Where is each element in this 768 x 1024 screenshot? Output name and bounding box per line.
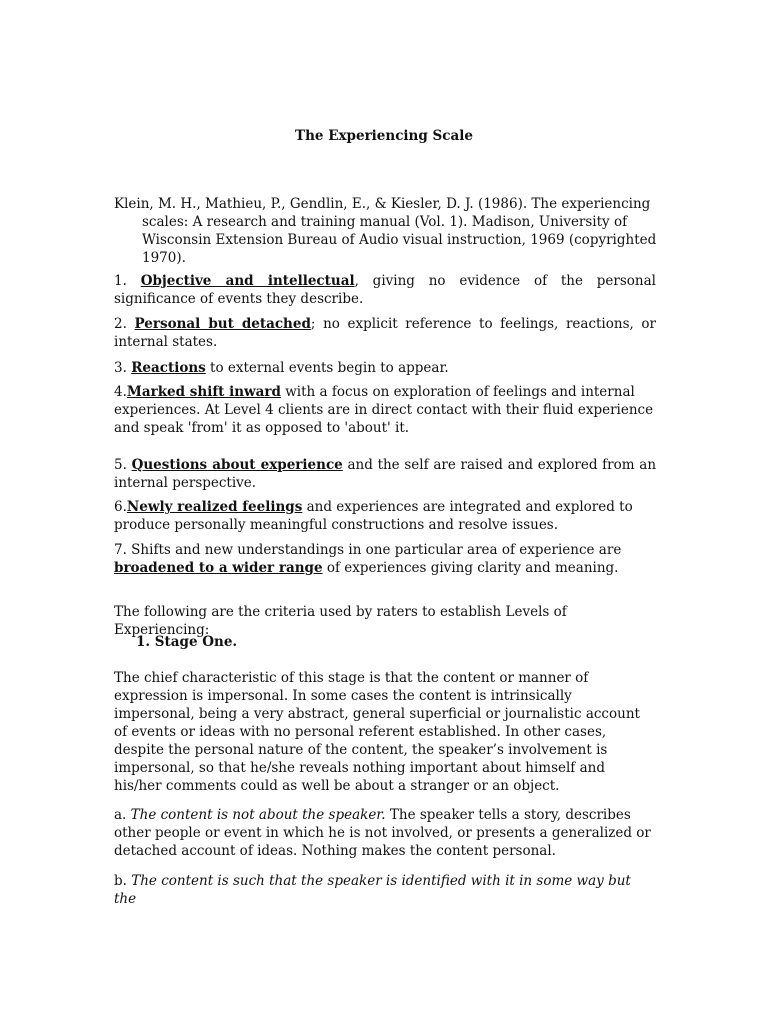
criterion-label: b. [114, 873, 132, 889]
level-term: Personal but detached [134, 316, 311, 332]
criterion-text: The speaker tells a story, describes other people or event in which he is not involved, or presents a generalized or detached account of ideas. Nothing makes the content personal. [114, 807, 651, 859]
criterion-label: a. [114, 807, 131, 823]
level-term: Objective and intellectual [140, 273, 355, 289]
level-4 [114, 383, 656, 437]
level-number: 4. [114, 384, 127, 400]
level-term: Questions about experience [131, 457, 343, 473]
document-title: The Experiencing Scale [295, 128, 473, 144]
criteria-intro: The following are the criteria used by raters to establish Levels of Experiencing: [114, 604, 567, 638]
criterion-a [114, 806, 656, 860]
level-description: of experiences giving clarity and meaning. [322, 560, 619, 576]
level-term: broadened to a wider range [114, 560, 323, 576]
level-5 [114, 456, 656, 492]
citation: Klein, M. H., Mathieu, P., Gendlin, E., & Kiesler, D. J. (1986). The experiencing scales: A research and training manual (Vol. 1). Madison, University of Wisconsin Extension Bureau of Audio visual instruction, 1969 (copyrighted 1970). [114, 196, 657, 266]
level-number: 5. [114, 457, 127, 473]
criterion-italic: The content is such that the speaker is identified with it in some way but the [114, 873, 631, 907]
level-description-pre: Shifts and new understandings in one particular area of experience are [126, 542, 622, 558]
level-2 [114, 315, 656, 351]
level-description: to external events begin to appear. [205, 360, 449, 376]
level-description: and the self are raised and explored from an internal perspective. [114, 457, 657, 491]
level-1 [114, 272, 656, 308]
level-7 [114, 541, 656, 577]
level-description: with a focus on exploration of feelings and internal experiences. At Level 4 clients are in direct contact with their fluid experience and speak 'from' it as opposed to 'about' it. [114, 384, 654, 436]
level-description: , giving no evidence of the personal significance of events they describe. [114, 273, 656, 307]
level-number: 3. [114, 360, 127, 376]
level-term: Reactions [131, 360, 206, 376]
level-number: 6. [114, 499, 127, 515]
level-number: 7. [114, 542, 127, 558]
stage-one-heading: 1. Stage One. [136, 634, 238, 650]
level-number: 1. [114, 273, 127, 289]
level-term: Newly realized feelings [126, 499, 303, 515]
level-3 [114, 359, 656, 377]
level-description: and experiences are integrated and explored to produce personally meaningful constructions and resolve issues. [114, 499, 633, 533]
level-description: ; no explicit reference to feelings, reactions, or internal states. [114, 316, 656, 350]
criterion-b [114, 872, 656, 908]
stage-one-paragraph: The chief characteristic of this stage is that the content or manner of expression is impersonal. In some cases the content is intrinsically impersonal, being a very abstract, general superficial or journalistic account of events or ideas with no personal referent established. In other cases, despite the personal nature of the content, the speaker’s involvement is impersonal, so that he/she reveals nothing important about himself and his/her comments could as well be about a stranger or an object. [114, 670, 640, 794]
level-6 [114, 498, 656, 534]
level-term: Marked shift inward [126, 384, 281, 400]
level-number: 2. [114, 316, 127, 332]
criterion-italic: The content is not about the speaker. [130, 807, 386, 823]
